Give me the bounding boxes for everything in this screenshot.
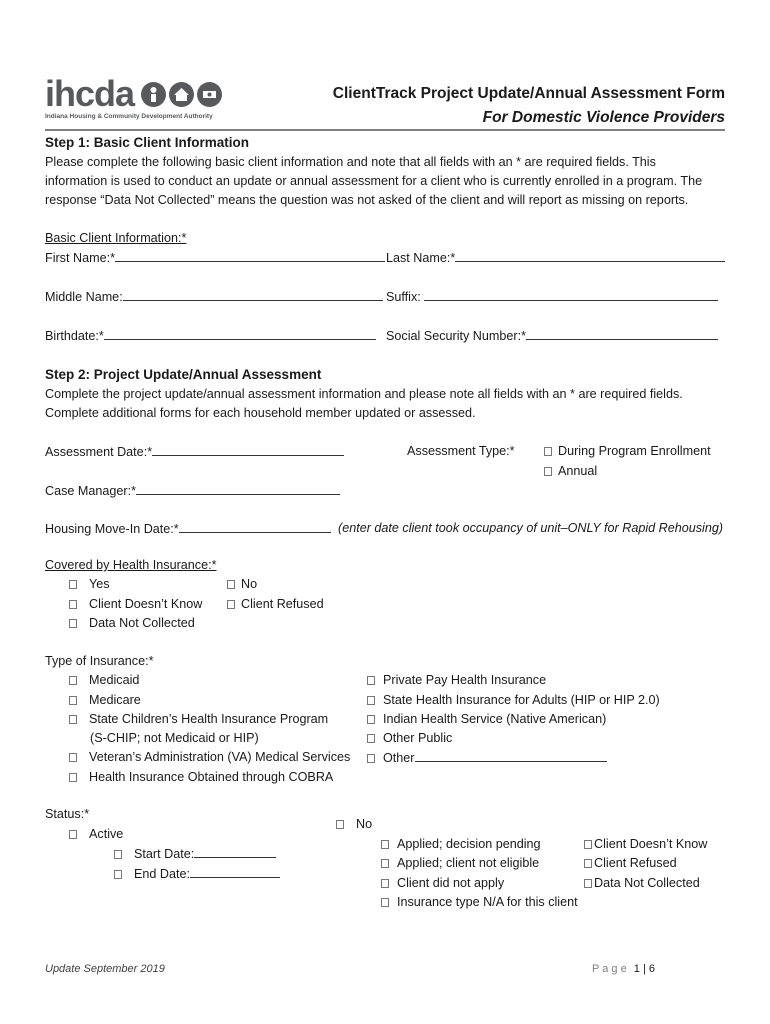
option-label: Data Not Collected — [89, 616, 195, 630]
checkbox-icon[interactable] — [69, 773, 77, 782]
status-not-collected[interactable] — [584, 875, 700, 891]
case-manager-label: Case Manager:* — [45, 484, 137, 498]
insurance-other-public[interactable] — [367, 730, 452, 746]
checkbox-icon[interactable] — [544, 467, 552, 476]
footer-update-date: Update September 2019 — [45, 963, 165, 975]
option-label: Insurance type N/A for this client — [397, 895, 578, 909]
birthdate-field[interactable] — [45, 327, 376, 344]
housing-move-in-note: (enter date client took occupancy of unit–ONLY for Rapid Rehousing) — [338, 521, 724, 535]
step2-intro-line-1: Complete the project update/annual assessment information and please note all fields with an * are required fields. — [45, 387, 683, 401]
option-label: No — [356, 817, 373, 831]
first-name-field[interactable] — [45, 249, 385, 266]
suffix-label: Suffix: — [386, 290, 421, 304]
checkbox-icon[interactable] — [584, 859, 592, 868]
health-insurance-not-collected[interactable] — [69, 615, 195, 631]
last-name-label: Last Name:* — [386, 251, 456, 265]
checkbox-icon[interactable] — [114, 850, 122, 859]
option-label: Client Refused — [594, 856, 677, 870]
status-start-date-field[interactable] — [114, 845, 276, 862]
health-insurance-label: Covered by Health Insurance:* — [45, 558, 217, 572]
checkbox-icon[interactable] — [69, 696, 77, 705]
checkbox-icon[interactable] — [367, 676, 375, 685]
option-label: Yes — [89, 577, 110, 591]
option-label: No — [241, 577, 258, 591]
step2-intro-line-2: Complete additional forms for each household member updated or assessed. — [45, 406, 476, 420]
suffix-field[interactable] — [386, 288, 718, 305]
last-name-field[interactable] — [386, 249, 725, 266]
status-applied-pending[interactable] — [381, 836, 541, 852]
checkbox-icon[interactable] — [544, 447, 552, 456]
checkbox-icon[interactable] — [381, 859, 389, 868]
middle-name-field[interactable] — [45, 288, 383, 305]
health-insurance-yes[interactable] — [69, 576, 110, 592]
option-label: State Health Insurance for Adults (HIP or HIP 2.0) — [383, 693, 660, 707]
status-did-not-apply[interactable] — [381, 875, 504, 891]
status-end-date-field[interactable] — [114, 865, 280, 882]
ssn-label: Social Security Number:* — [386, 329, 526, 343]
checkbox-icon[interactable] — [584, 840, 592, 849]
step2-heading: Step 2: Project Update/Annual Assessment — [45, 367, 322, 382]
checkbox-icon[interactable] — [114, 870, 122, 879]
insurance-medicare[interactable] — [69, 692, 141, 708]
person-icon — [141, 82, 166, 107]
insurance-schip-note: (S-CHIP; not Medicaid or HIP) — [90, 731, 259, 745]
checkbox-icon[interactable] — [367, 754, 375, 763]
status-label: Status:* — [45, 807, 90, 821]
checkbox-icon[interactable] — [367, 734, 375, 743]
money-icon — [197, 82, 222, 107]
option-label: Medicare — [89, 693, 141, 707]
health-insurance-refused[interactable] — [227, 596, 324, 612]
checkbox-icon[interactable] — [381, 840, 389, 849]
option-label: Client Refused — [241, 597, 324, 611]
insurance-other[interactable] — [367, 749, 607, 766]
assessment-date-field[interactable] — [45, 443, 344, 460]
option-label: Health Insurance Obtained through COBRA — [89, 770, 334, 784]
insurance-cobra[interactable] — [69, 769, 333, 785]
checkbox-icon[interactable] — [584, 879, 592, 888]
checkbox-icon[interactable] — [69, 830, 77, 839]
option-label: Applied; decision pending — [397, 837, 541, 851]
house-icon — [169, 82, 194, 107]
case-manager-field[interactable] — [45, 482, 340, 499]
assessment-type-annual[interactable] — [544, 463, 597, 479]
ihcda-logo — [45, 74, 225, 126]
logo-wordmark: ihcda — [45, 73, 135, 114]
middle-name-label: Middle Name: — [45, 290, 123, 304]
option-label: Data Not Collected — [594, 876, 700, 890]
checkbox-icon[interactable] — [69, 753, 77, 762]
assessment-type-during-enrollment[interactable] — [544, 443, 711, 459]
form-title: ClientTrack Project Update/Annual Assessment Form — [332, 85, 725, 102]
insurance-schip[interactable] — [69, 711, 328, 727]
page-total: 6 — [648, 963, 655, 975]
ssn-field[interactable] — [386, 327, 718, 344]
start-date-label: Start Date: — [134, 847, 195, 861]
option-label: Annual — [558, 464, 598, 478]
step1-intro-line-2: information is used to conduct an update or annual assessment for a client who is currently enrolled in a program. The — [45, 174, 703, 188]
option-label: Client Doesn’t Know — [89, 597, 203, 611]
logo-tagline: Indiana Housing & Community Development Authority — [45, 113, 213, 120]
option-label: Active — [89, 827, 124, 841]
header-divider — [45, 129, 725, 131]
health-insurance-no[interactable] — [227, 576, 257, 592]
status-refused[interactable] — [584, 855, 677, 871]
option-label: During Program Enrollment — [558, 444, 711, 458]
status-type-na[interactable] — [381, 894, 578, 910]
form-subtitle: For Domestic Violence Providers — [482, 109, 725, 126]
assessment-date-label: Assessment Date:* — [45, 445, 153, 459]
insurance-indian-health[interactable] — [367, 711, 606, 727]
status-doesnt-know[interactable] — [584, 836, 707, 852]
page-word: P a g e — [592, 963, 627, 975]
checkbox-icon[interactable] — [227, 600, 235, 609]
status-no[interactable] — [336, 816, 372, 832]
assessment-type-label: Assessment Type:* — [407, 444, 515, 458]
insurance-private-pay[interactable] — [367, 672, 546, 688]
end-date-label: End Date: — [134, 867, 191, 881]
checkbox-icon[interactable] — [367, 696, 375, 705]
status-active[interactable] — [69, 826, 123, 842]
option-label: Veteran’s Administration (VA) Medical Services — [89, 750, 351, 764]
checkbox-icon[interactable] — [381, 879, 389, 888]
option-label: Other — [383, 751, 415, 765]
birthdate-label: Birthdate:* — [45, 329, 104, 343]
checkbox-icon[interactable] — [336, 820, 344, 829]
first-name-label: First Name:* — [45, 251, 115, 265]
checkbox-icon[interactable] — [381, 898, 389, 907]
footer-page-number: P a g e 1 | 6 — [592, 963, 655, 975]
housing-move-in-label: Housing Move-In Date:* — [45, 522, 179, 536]
insurance-va[interactable] — [69, 749, 350, 765]
status-applied-not-eligible[interactable] — [381, 855, 539, 871]
option-label: Client Doesn’t Know — [594, 837, 708, 851]
option-label: Applied; client not eligible — [397, 856, 540, 870]
step1-intro-line-1: Please complete the following basic client information and note that all fields with an * are required fields. This — [45, 155, 656, 169]
checkbox-icon[interactable] — [367, 715, 375, 724]
insurance-state-hip[interactable] — [367, 692, 660, 708]
checkbox-icon[interactable] — [69, 600, 77, 609]
checkbox-icon[interactable] — [227, 580, 235, 589]
step1-heading: Step 1: Basic Client Information — [45, 135, 250, 150]
basic-info-label: Basic Client Information:* — [45, 231, 187, 245]
checkbox-icon[interactable] — [69, 676, 77, 685]
page-current: 1 — [633, 963, 640, 975]
option-label: State Children’s Health Insurance Program — [89, 712, 329, 726]
health-insurance-doesnt-know[interactable] — [69, 596, 202, 612]
insurance-type-label: Type of Insurance:* — [45, 654, 154, 668]
option-label: Client did not apply — [397, 876, 505, 890]
insurance-medicaid[interactable] — [69, 672, 139, 688]
checkbox-icon[interactable] — [69, 619, 77, 628]
option-label: Other Public — [383, 731, 453, 745]
option-label: Medicaid — [89, 673, 140, 687]
option-label: Private Pay Health Insurance — [383, 673, 547, 687]
housing-move-in-field[interactable] — [45, 520, 331, 537]
option-label: Indian Health Service (Native American) — [383, 712, 607, 726]
step1-intro-line-3: response “Data Not Collected” means the question was not asked of the client and will report as missing on reports. — [45, 193, 689, 207]
checkbox-icon[interactable] — [69, 715, 77, 724]
checkbox-icon[interactable] — [69, 580, 77, 589]
